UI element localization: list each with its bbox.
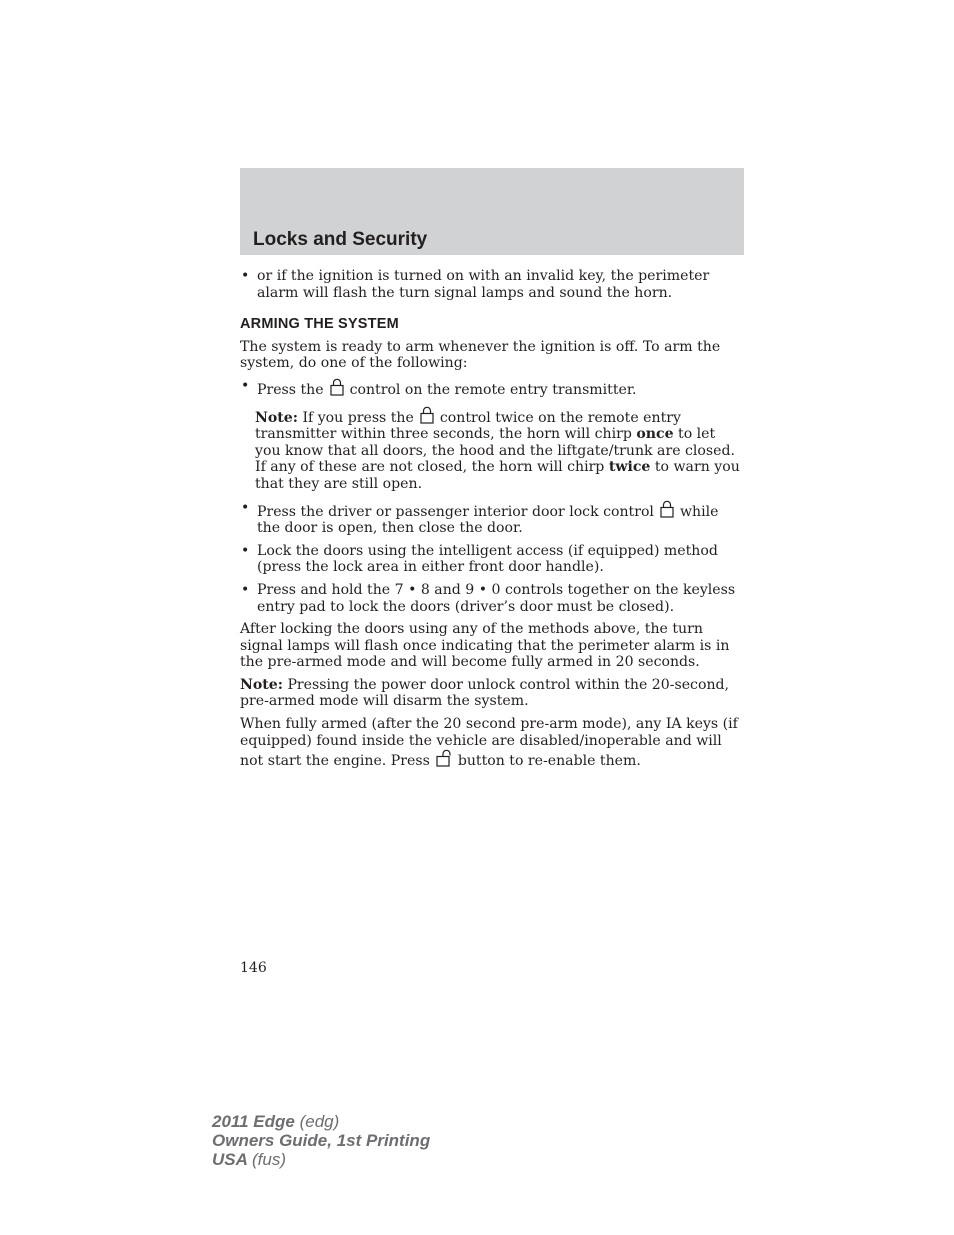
section-title: Locks and Security bbox=[253, 229, 428, 250]
bullet-interior-lock-before: Press the driver or passenger interior door lock control bbox=[257, 503, 654, 520]
footer-model: 2011 Edge bbox=[212, 1112, 295, 1131]
lock-icon bbox=[420, 406, 434, 424]
footer-line-1 bbox=[212, 1112, 430, 1131]
bullet-interior-lock bbox=[240, 500, 740, 537]
note-chirp-once: once bbox=[636, 426, 674, 443]
bullet-remote-lock-after: control on the remote entry transmitter. bbox=[349, 381, 637, 398]
bullet-remote-lock-before: Press the bbox=[257, 381, 324, 398]
arming-intro: The system is ready to arm whenever the ignition is off. To arm the system, do one of the following: bbox=[240, 338, 721, 372]
footer-guide: Owners Guide, 1st Printing bbox=[212, 1131, 431, 1150]
bullet-interior-lock-after: while the door is open, then close the door. bbox=[257, 503, 719, 537]
bullet-keypad: • Press and hold the 7 • 8 and 9 • 0 controls together on the keyless entry pad to lock the doors (driver’s door must be closed). bbox=[240, 582, 740, 615]
note-disarm bbox=[240, 677, 740, 710]
page-content bbox=[240, 268, 740, 770]
footer-line-3 bbox=[212, 1150, 430, 1169]
footer-line-2 bbox=[212, 1131, 430, 1150]
bullet-intelligent-access: • Lock the doors using the intelligent access (if equipped) method (press the lock area in either front door handle). bbox=[240, 543, 740, 576]
section-heading: ARMING THE SYSTEM bbox=[240, 316, 399, 333]
note-chirp bbox=[240, 406, 740, 493]
bullet-remote-lock bbox=[240, 378, 740, 399]
footer-market: USA bbox=[212, 1150, 248, 1169]
note-chirp-part4: to warn you that they are still open. bbox=[255, 459, 740, 492]
lock-icon bbox=[660, 500, 674, 518]
note-chirp-part3: to let you know that all doors, the hood and the liftgate/trunk are closed. If any of these are not closed, the horn will chirp bbox=[255, 426, 735, 476]
page-number: 146 bbox=[240, 960, 267, 976]
note-chirp-part2: control twice on the remote entry transmitter within three seconds, the horn will chirp bbox=[255, 409, 681, 443]
fully-armed-after: button to re-enable them. bbox=[457, 753, 641, 770]
fully-armed-paragraph bbox=[240, 716, 740, 770]
lock-icon bbox=[330, 378, 344, 396]
intro-bullet: • or if the ignition is turned on with an invalid key, the perimeter alarm will flash the turn signal lamps and sound the horn. bbox=[240, 268, 740, 301]
footer bbox=[212, 1112, 430, 1169]
unlock-icon bbox=[436, 749, 452, 767]
fully-armed-before: When fully armed (after the 20 second pre-arm mode), any IA keys (if equipped) found inside the vehicle are disabled/inoperable and will not start the engine. Press bbox=[240, 716, 738, 770]
note-chirp-label: Note: bbox=[255, 409, 298, 426]
note-disarm-text: Pressing the power door unlock control within the 20-second, pre-armed mode will disarm the system. bbox=[240, 676, 730, 710]
note-chirp-twice: twice bbox=[608, 459, 651, 476]
note-disarm-label: Note: bbox=[240, 676, 283, 693]
after-locking-paragraph: After locking the doors using any of the methods above, the turn signal lamps will flash once indicating that the perimeter alarm is in the pre-armed mode and will become fully armed in 20 seconds. bbox=[240, 621, 730, 671]
note-chirp-part1: If you press the bbox=[302, 409, 414, 426]
footer-model-code: (edg) bbox=[299, 1112, 340, 1131]
footer-market-code: (fus) bbox=[252, 1150, 286, 1169]
section-header-band bbox=[240, 168, 744, 255]
